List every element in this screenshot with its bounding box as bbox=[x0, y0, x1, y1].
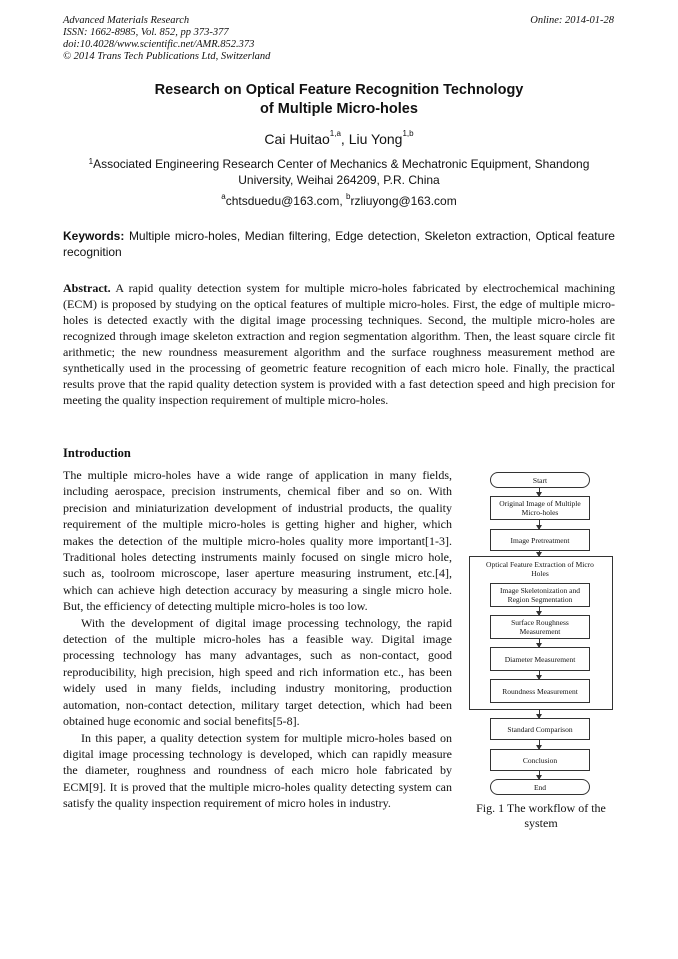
paper-title bbox=[63, 81, 615, 119]
flow-feature-extraction: Optical Feature Extraction of Micro Holes bbox=[486, 560, 594, 578]
flow-diameter: Diameter Measurement bbox=[490, 647, 590, 671]
journal-name: Advanced Materials Research bbox=[63, 15, 190, 26]
doi: doi:10.4028/www.scientific.net/AMR.852.373 bbox=[63, 39, 255, 50]
keywords bbox=[63, 228, 615, 260]
affiliation-sup: 1 bbox=[88, 157, 94, 166]
author-separator: , bbox=[340, 131, 349, 147]
abstract-label: Abstract. bbox=[63, 281, 111, 295]
intro-paragraph-2: With the development of digital image processing technology, the rapid detection of the multiple micro-holes has a feasible way. Digital image processing technology has many advantages, such as non-contact, good reproducibility, high precision, high speed and rich information etc., has been widely used in many fields, including industry monitoring, production automation, non-contact detection, military target detection, which had been obtained huge economic and social benefits[5-8]. bbox=[63, 615, 452, 729]
flow-arrow bbox=[539, 520, 540, 529]
author-2: Liu Yong bbox=[348, 131, 403, 147]
flow-pretreatment: Image Pretreatment bbox=[490, 529, 590, 551]
flow-surface-roughness: Surface Roughness Measurement bbox=[490, 615, 590, 639]
emails bbox=[63, 194, 615, 208]
author-2-sup: 1,b bbox=[402, 129, 414, 138]
flow-arrow bbox=[539, 488, 540, 496]
flow-arrow bbox=[539, 639, 540, 647]
keywords-label: Keywords: bbox=[63, 229, 125, 243]
authors bbox=[63, 131, 615, 147]
email-a: chtsduedu@163.com bbox=[225, 194, 340, 208]
journal-meta bbox=[63, 15, 270, 63]
flow-arrow bbox=[539, 671, 540, 679]
flow-arrow bbox=[539, 710, 540, 718]
flow-arrow bbox=[539, 740, 540, 749]
flow-skeletonization: Image Skeletonization and Region Segmentation bbox=[490, 583, 590, 607]
intro-paragraph-3: In this paper, a quality detection system for multiple micro-holes based on digital image processing technology is developed, which can rapidly measure the diameter, roughness and roundness of each micro hole fabricated by ECM[9]. It is proved that the multiple micro-holes quality detecting system can satisfy the quality inspection requirement of micro holes in industry. bbox=[63, 730, 452, 811]
flow-arrow bbox=[539, 771, 540, 779]
email-a-sup: a bbox=[221, 192, 226, 201]
online-date: Online: 2014-01-28 bbox=[530, 15, 614, 26]
keywords-text: Multiple micro-holes, Median filtering, Edge detection, Skeleton extraction, Optical feature recognition bbox=[63, 229, 615, 259]
affiliation-text: Associated Engineering Research Center of Mechanics & Mechatronic Equipment, Shandong University, Weihai 264209, P.R. China bbox=[93, 157, 590, 187]
section-heading-introduction: Introduction bbox=[63, 446, 131, 460]
email-b: rzliuyong@163.com bbox=[350, 194, 457, 208]
abstract bbox=[63, 280, 615, 408]
flow-end: End bbox=[490, 779, 590, 795]
email-b-sup: b bbox=[346, 192, 351, 201]
title-line-2: of Multiple Micro-holes bbox=[260, 101, 418, 117]
copyright: © 2014 Trans Tech Publications Ltd, Switzerland bbox=[63, 51, 271, 62]
abstract-text: A rapid quality detection system for multiple micro-holes fabricated by electrochemical machining (ECM) is proposed by studying on the optical features of multiple micro-holes. First, the edge of multiple micro-holes is detected exactly with the digital image processing techniques. Second, the multiple micro-holes are recognized through image skeleton extraction and region segmentation algorithm. Then, the least square circle fit arithmetic; the new roundness measurement algorithm and the surface roughness measurement method are synthetically used in the processing of geometric feature recognition of each micro hole. Finally, the practical results prove that the rapid quality detection system is provided with a fast detection speed and high precision for meeting the quality inspection requirement of multiple micro-holes. bbox=[63, 281, 615, 407]
workflow-figure bbox=[466, 472, 616, 802]
intro-paragraph-1: The multiple micro-holes have a wide range of application in many fields, including aerospace, precision instruments, chemical fiber and so on. With precision and miniaturization development of industrial products, the quality requirement of the multiple micro-holes is getting higher and higher, which makes the detection of the multiple micro-holes quality more important[1-3]. Traditional holes detecting instruments mainly focused on single micro hole, such as, toolroom microscope, laser aperture measuring instrument, etc.[4], which can achieve high detection accuracy by measuring a single micro hole. But, the efficiency of detecting multiple micro-holes is too low. bbox=[63, 468, 452, 614]
introduction-body bbox=[63, 467, 452, 812]
flow-original-image: Original Image of Multiple Micro-holes bbox=[490, 496, 590, 520]
issn: ISSN: 1662-8985, Vol. 852, pp 373-377 bbox=[63, 27, 229, 38]
email-separator: , bbox=[339, 194, 347, 208]
flow-arrow bbox=[539, 607, 540, 615]
flow-standard-comparison: Standard Comparison bbox=[490, 718, 590, 740]
author-1: Cai Huitao bbox=[264, 131, 330, 147]
author-1-sup: 1,a bbox=[329, 129, 341, 138]
flow-conclusion: Conclusion bbox=[490, 749, 590, 771]
affiliation bbox=[63, 156, 615, 188]
title-line-1: Research on Optical Feature Recognition Technology bbox=[154, 82, 524, 98]
flow-roundness: Roundness Measurement bbox=[490, 679, 590, 703]
flow-start: Start bbox=[490, 472, 590, 488]
figure-caption: Fig. 1 The workflow of the system bbox=[476, 801, 606, 830]
